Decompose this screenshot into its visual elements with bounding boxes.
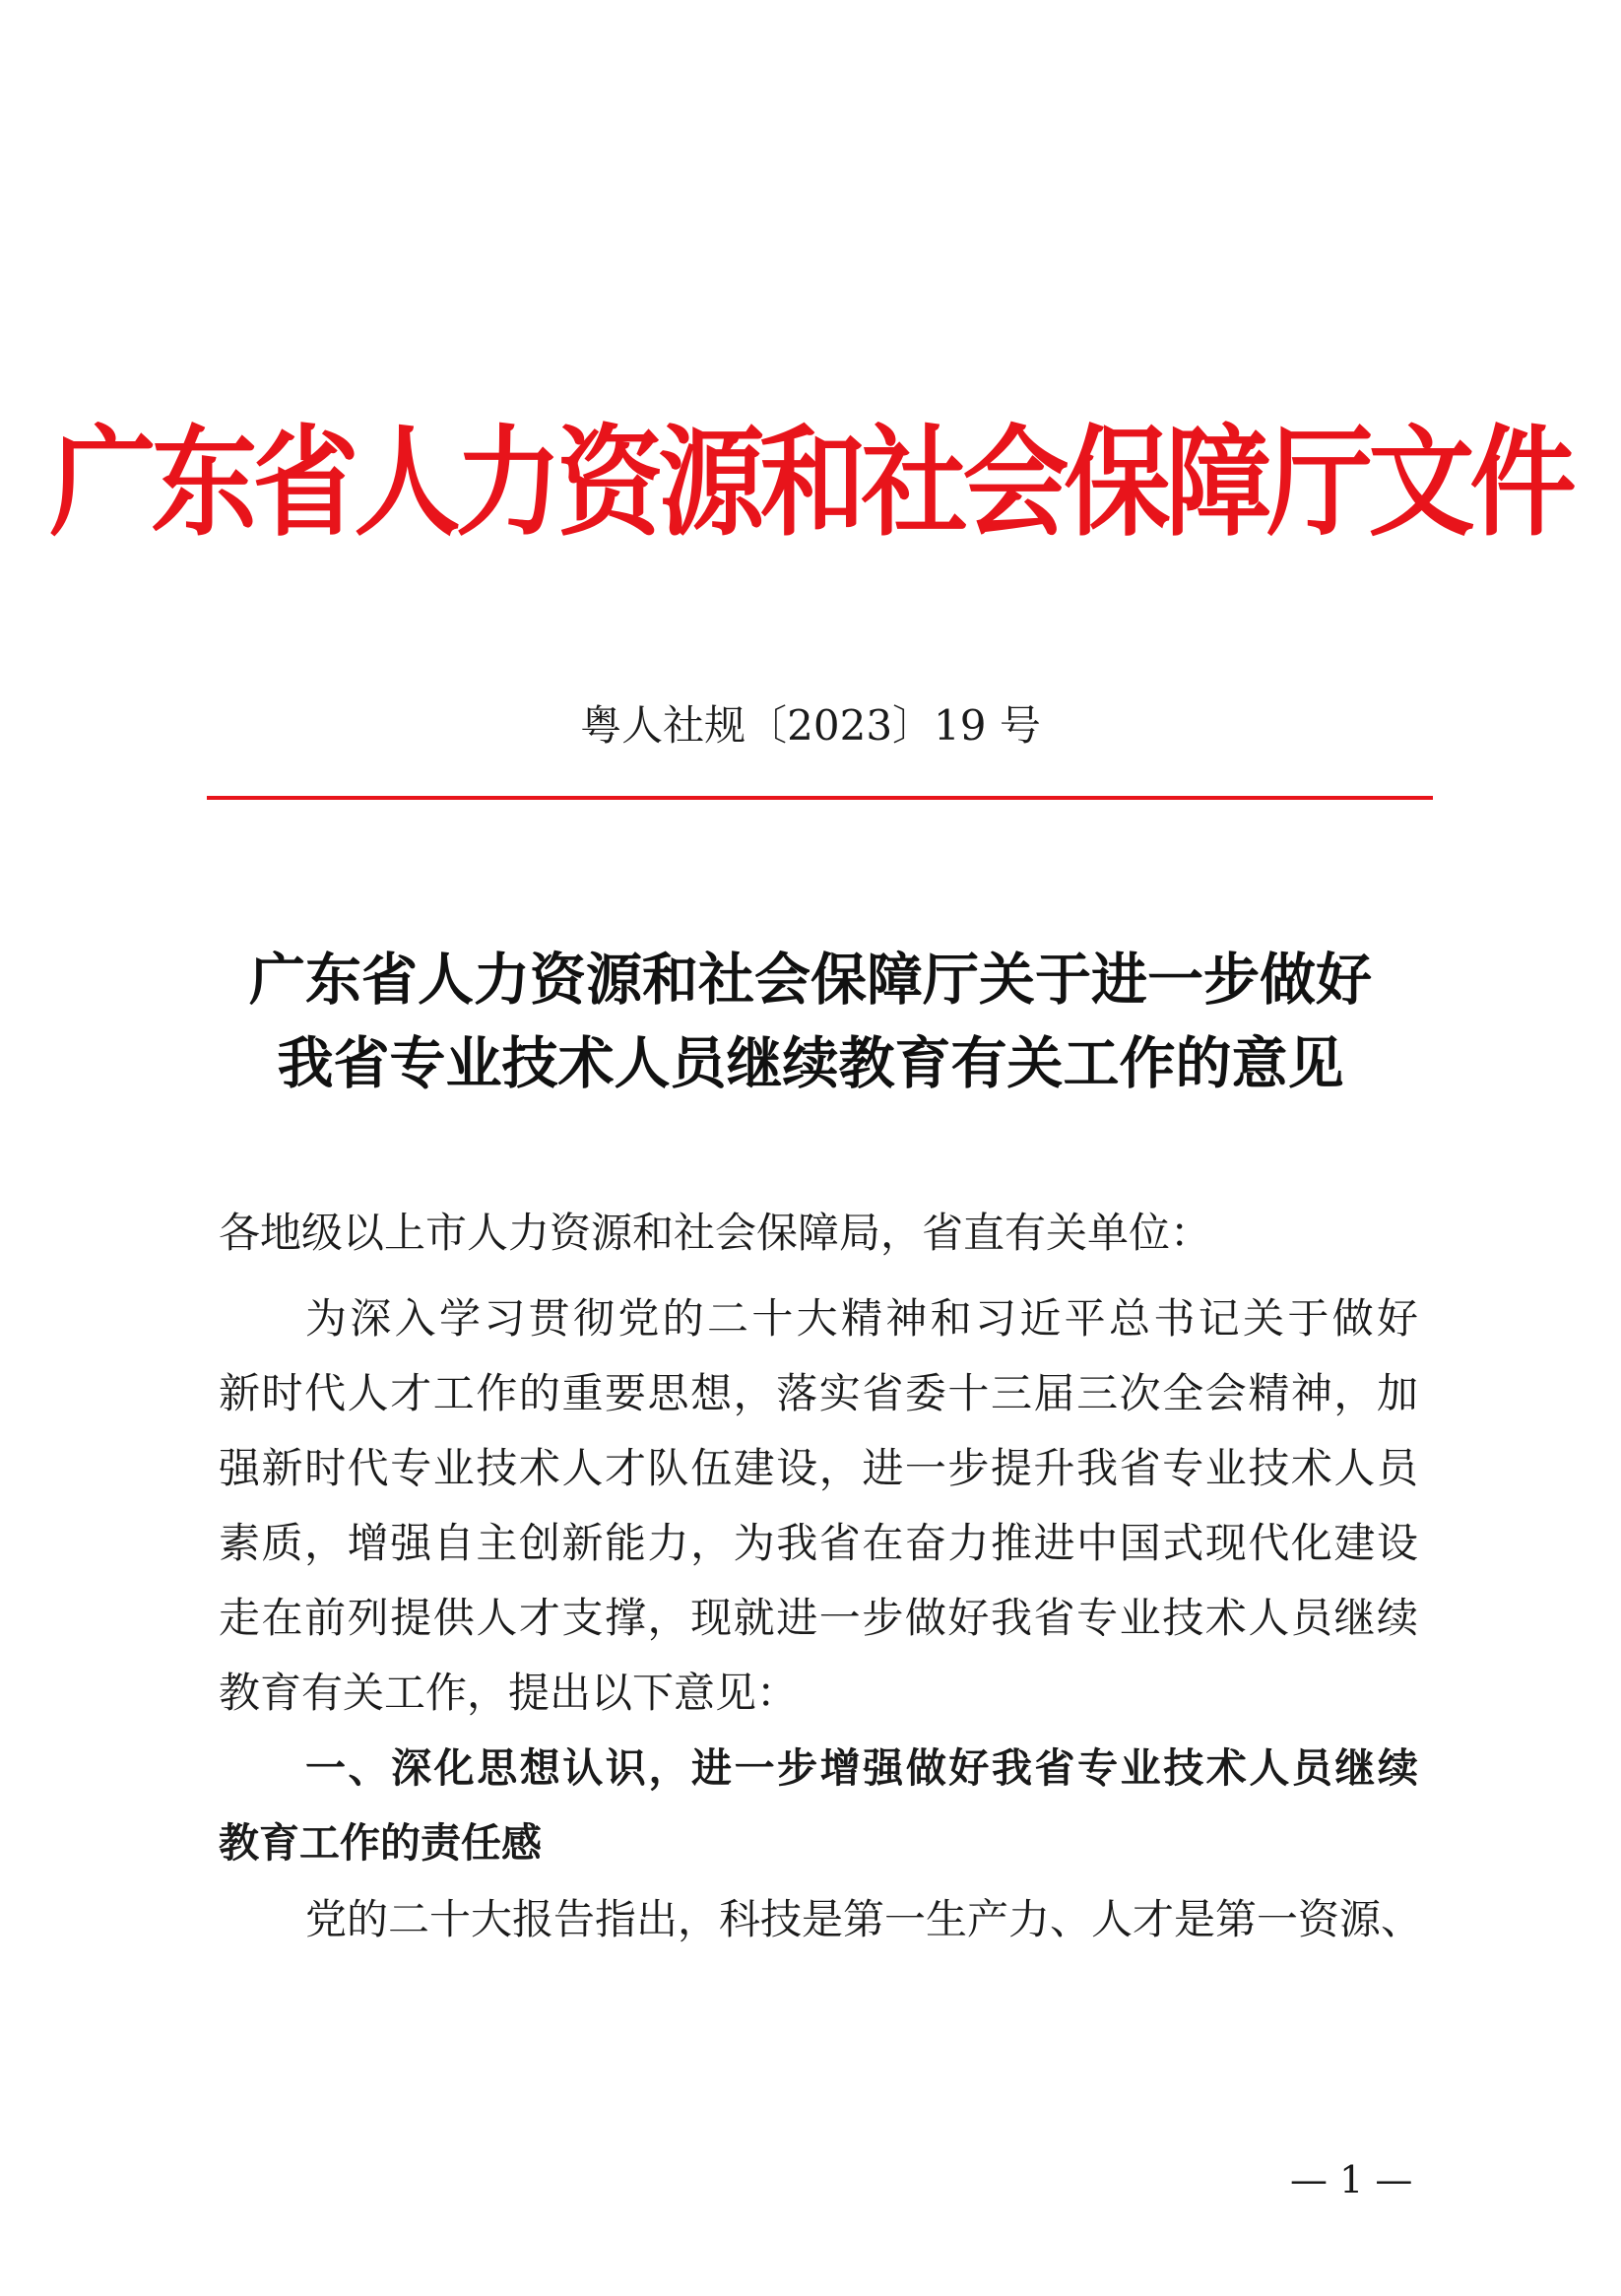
document-number: 粤人社规〔2023〕19 号: [580, 701, 1041, 750]
section-1-heading-line-1: 一、深化思想认识，进一步增强做好我省专业技术人员继续: [305, 1744, 1418, 1792]
red-separator-line: [207, 796, 1433, 800]
document-title-line-2: 我省专业技术人员继续教育有关工作的意见: [277, 1030, 1344, 1096]
section-1-body-line-1: 党的二十大报告指出，科技是第一生产力、人才是第一资源、: [305, 1895, 1423, 1943]
intro-line-6: 教育有关工作，提出以下意见：: [219, 1669, 799, 1717]
intro-line-1: 为深入学习贯彻党的二十大精神和习近平总书记关于做好: [305, 1294, 1418, 1343]
intro-line-3: 强新时代专业技术人才队伍建设，进一步提升我省专业技术人员: [219, 1444, 1418, 1492]
section-1-heading-line-2: 教育工作的责任感: [219, 1819, 542, 1867]
salutation: 各地级以上市人力资源和社会保障局，省直有关单位：: [219, 1209, 1212, 1257]
document-title: [0, 938, 1621, 1105]
intro-line-2: 新时代人才工作的重要思想，落实省委十三届三次全会精神，加: [219, 1369, 1418, 1417]
intro-line-4: 素质，增强自主创新能力，为我省在奋力推进中国式现代化建设: [219, 1519, 1418, 1567]
masthead-title: 广东省人力资源和社会保障厅文件: [49, 413, 1572, 554]
document-title-line-1: 广东省人力资源和社会保障厅关于进一步做好: [249, 947, 1372, 1013]
page-number: — 1 —: [1290, 2158, 1413, 2201]
intro-line-5: 走在前列提供人才支撑，现就进一步做好我省专业技术人员继续: [219, 1594, 1418, 1642]
